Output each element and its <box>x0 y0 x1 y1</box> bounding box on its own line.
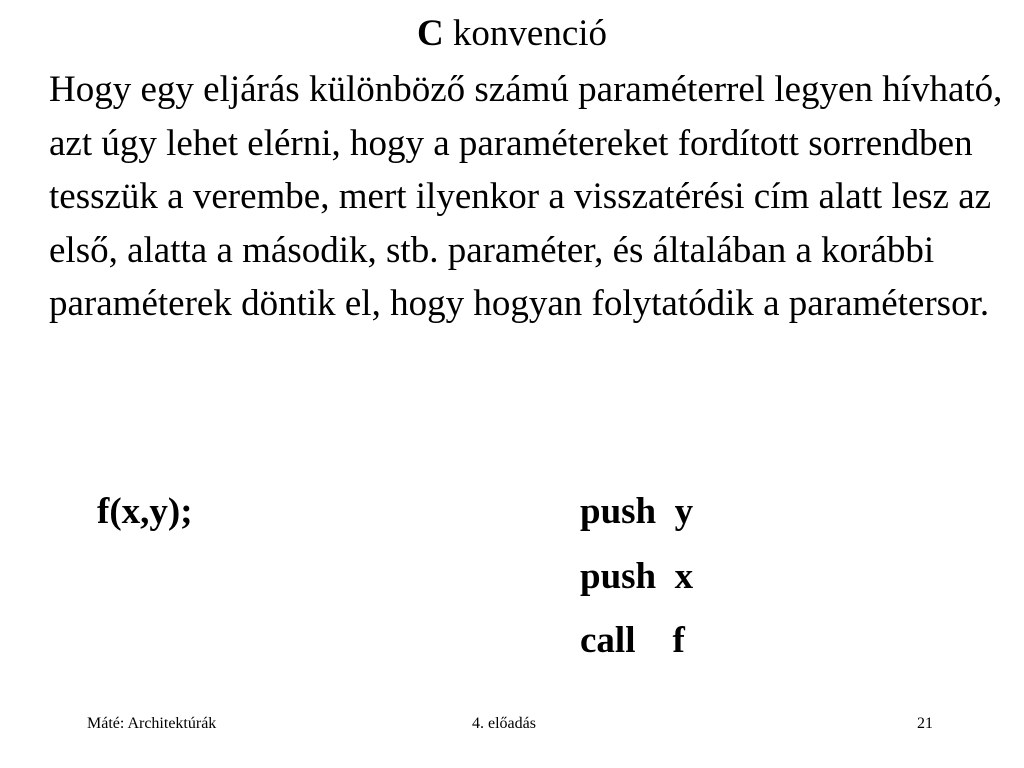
slide-title <box>0 10 1024 58</box>
code-call-expression: f(x,y); <box>97 491 193 532</box>
code-asm-line-1: push y <box>580 491 694 532</box>
slide-title-bold: C <box>416 13 444 54</box>
footer-page-number: 21 <box>917 715 933 732</box>
slide-body-text: Hogy egy eljárás különböző számú paraméterrel legyen hívható, azt úgy lehet elérni, hogy a paramétereket fordított sorrendben tesszük a verembe, mert ilyenkor a visszatérési cím alatt lesz az első, alatta a második, stb. paraméter, és általában a korábbi paraméterek döntik el, hogy hogyan folytatódik a paramétersor. <box>49 69 1003 324</box>
footer-author-course: Máté: Architektúrák <box>87 715 217 732</box>
code-asm-line-3: call f <box>580 620 685 661</box>
code-asm-line-2: push x <box>580 556 694 597</box>
footer-lecture-number: 4. előadás <box>472 715 536 732</box>
slide-title-rest: konvenció <box>443 13 608 54</box>
